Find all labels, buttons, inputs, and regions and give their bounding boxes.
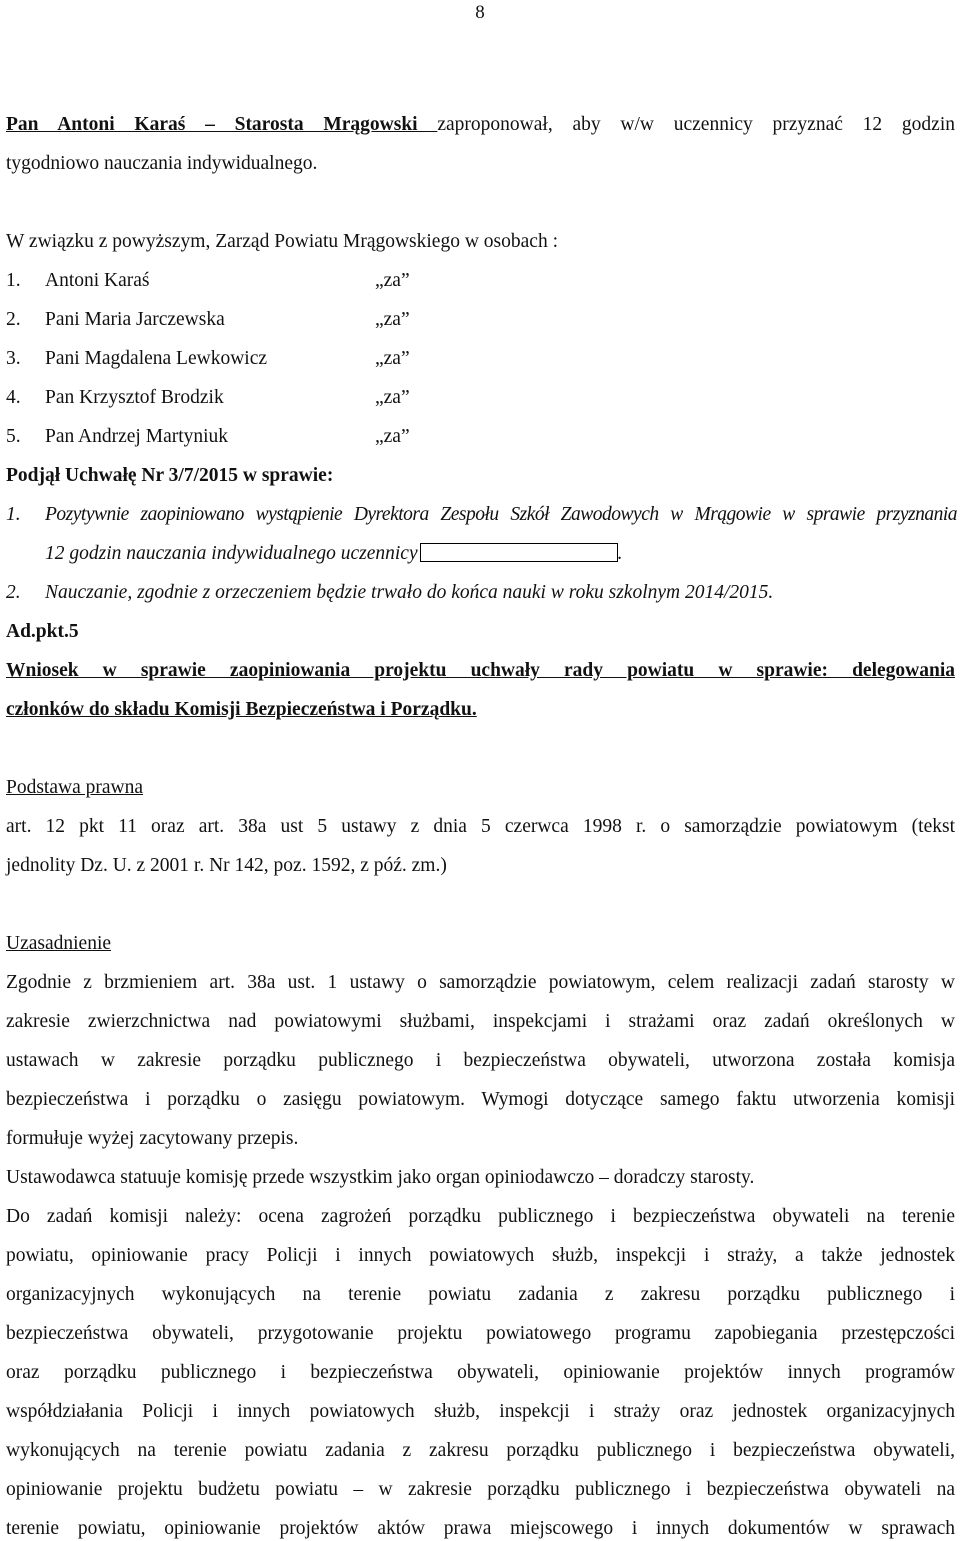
vote-value: „za”	[375, 387, 410, 408]
legal-basis-line-2: jednolity Dz. U. z 2001 r. Nr 142, poz. 1592, z póź. zm.)	[6, 855, 447, 876]
voter-name: Antoni Karaś	[45, 270, 150, 291]
justification-line: terenie powiatu, opiniowanie projektów aktów prawa miejscowego i innych dokumentów w sprawach	[6, 1518, 955, 1539]
justification-line: Zgodnie z brzmieniem art. 38a ust. 1 ustawy o samorządzie powiatowym, celem realizacji zadań starosty w	[6, 972, 955, 993]
vote-value: „za”	[375, 270, 410, 291]
speaker-name: Pan Antoni Karaś – Starosta Mrągowski	[6, 114, 438, 135]
justification-line: ustawach w zakresie porządku publicznego i bezpieczeństwa obywateli, utworzona została komisja	[6, 1050, 955, 1071]
justification-line: formułuje wyżej zacytowany przepis.	[6, 1128, 299, 1149]
intro-line-1	[6, 113, 955, 137]
vote-number: 5.	[6, 426, 21, 447]
resolution-item-1-line-2	[45, 542, 623, 566]
justification-line: oraz porządku publicznego i bezpieczeństwa obywateli, opiniowanie projektów innych programów	[6, 1362, 955, 1383]
motion-title-line-1: Wniosek w sprawie zaopiniowania projektu uchwały rady powiatu w sprawie: delegowania	[6, 660, 955, 681]
justification-line: Ustawodawca statuuje komisję przede wszystkim jako organ opiniodawczo – doradczy starosty.	[6, 1167, 755, 1188]
resolution-item-1-text: 12 godzin nauczania indywidualnego uczennicy	[45, 543, 418, 564]
vote-number: 1.	[6, 270, 21, 291]
vote-number: 3.	[6, 348, 21, 369]
legal-basis-line-1: art. 12 pkt 11 oraz art. 38a ust 5 ustawy z dnia 5 czerwca 1998 r. o samorządzie powiatowym (tekst	[6, 816, 955, 837]
page-number: 8	[475, 2, 485, 23]
justification-line: współdziałania Policji i innych powiatowych służb, inspekcji i straży oraz jednostek organizacyjnych	[6, 1401, 955, 1422]
justification-line: zakresie zwierzchnictwa nad powiatowymi służbami, inspekcjami i strażami oraz zadań określonych w	[6, 1011, 955, 1032]
intro-line-2: tygodniowo nauczania indywidualnego.	[6, 153, 318, 174]
vote-value: „za”	[375, 426, 410, 447]
vote-number: 4.	[6, 387, 21, 408]
resolution-item-number: 2.	[6, 582, 21, 603]
voter-name: Pani Magdalena Lewkowicz	[45, 348, 268, 369]
resolution-item-1-end: .	[617, 543, 623, 564]
vote-value: „za”	[375, 348, 410, 369]
justification-line: Do zadań komisji należy: ocena zagrożeń porządku publicznego i bezpieczeństwa obywateli na terenie	[6, 1206, 955, 1227]
redacted-name-box	[420, 543, 618, 562]
voter-name: Pan Andrzej Martyniuk	[45, 426, 229, 447]
legal-basis-heading: Podstawa prawna	[6, 777, 144, 798]
resolution-item-2-text: Nauczanie, zgodnie z orzeczeniem będzie trwało do końca nauki w roku szkolnym 2014/2015.	[45, 582, 774, 603]
resolution-item-number: 1.	[6, 504, 21, 525]
vote-intro: W związku z powyższym, Zarząd Powiatu Mrągowskiego w osobach :	[6, 231, 558, 252]
justification-line: bezpieczeństwa obywateli, przygotowanie projektu powiatowego programu zapobiegania przestępczości	[6, 1323, 955, 1344]
voter-name: Pan Krzysztof Brodzik	[45, 387, 224, 408]
vote-value: „za”	[375, 309, 410, 330]
justification-line: opiniowanie projektu budżetu powiatu – w zakresie porządku publicznego i bezpieczeństwa obywateli na	[6, 1479, 955, 1500]
justification-line: wykonujących na terenie powiatu zadania z zakresu porządku publicznego i bezpieczeństwa obywateli,	[6, 1440, 955, 1461]
voter-name: Pani Maria Jarczewska	[45, 309, 225, 330]
justification-line: bezpieczeństwa i porządku o zasięgu powiatowym. Wymogi dotyczące samego faktu utworzenia komisji	[6, 1089, 955, 1110]
agenda-point-label: Ad.pkt.5	[6, 621, 79, 642]
motion-title-line-2: członków do składu Komisji Bezpieczeństwa i Porządku.	[6, 699, 477, 720]
intro-text: zaproponował, aby w/w uczennicy przyznać 12 godzin	[437, 114, 956, 135]
justification-line: powiatu, opiniowanie pracy Policji i innych powiatowych służb, inspekcji i straży, a także jednostek	[6, 1245, 955, 1266]
resolution-title: Podjął Uchwałę Nr 3/7/2015 w sprawie:	[6, 465, 334, 486]
resolution-item-1-line-1: Pozytywnie zaopiniowano wystąpienie Dyrektora Zespołu Szkół Zawodowych w Mrągowie w sprawie przyznania	[45, 504, 957, 525]
justification-line: organizacyjnych wykonujących na terenie powiatu zadania z zakresu porządku publicznego i	[6, 1284, 955, 1305]
justification-heading: Uzasadnienie	[6, 933, 112, 954]
vote-number: 2.	[6, 309, 21, 330]
